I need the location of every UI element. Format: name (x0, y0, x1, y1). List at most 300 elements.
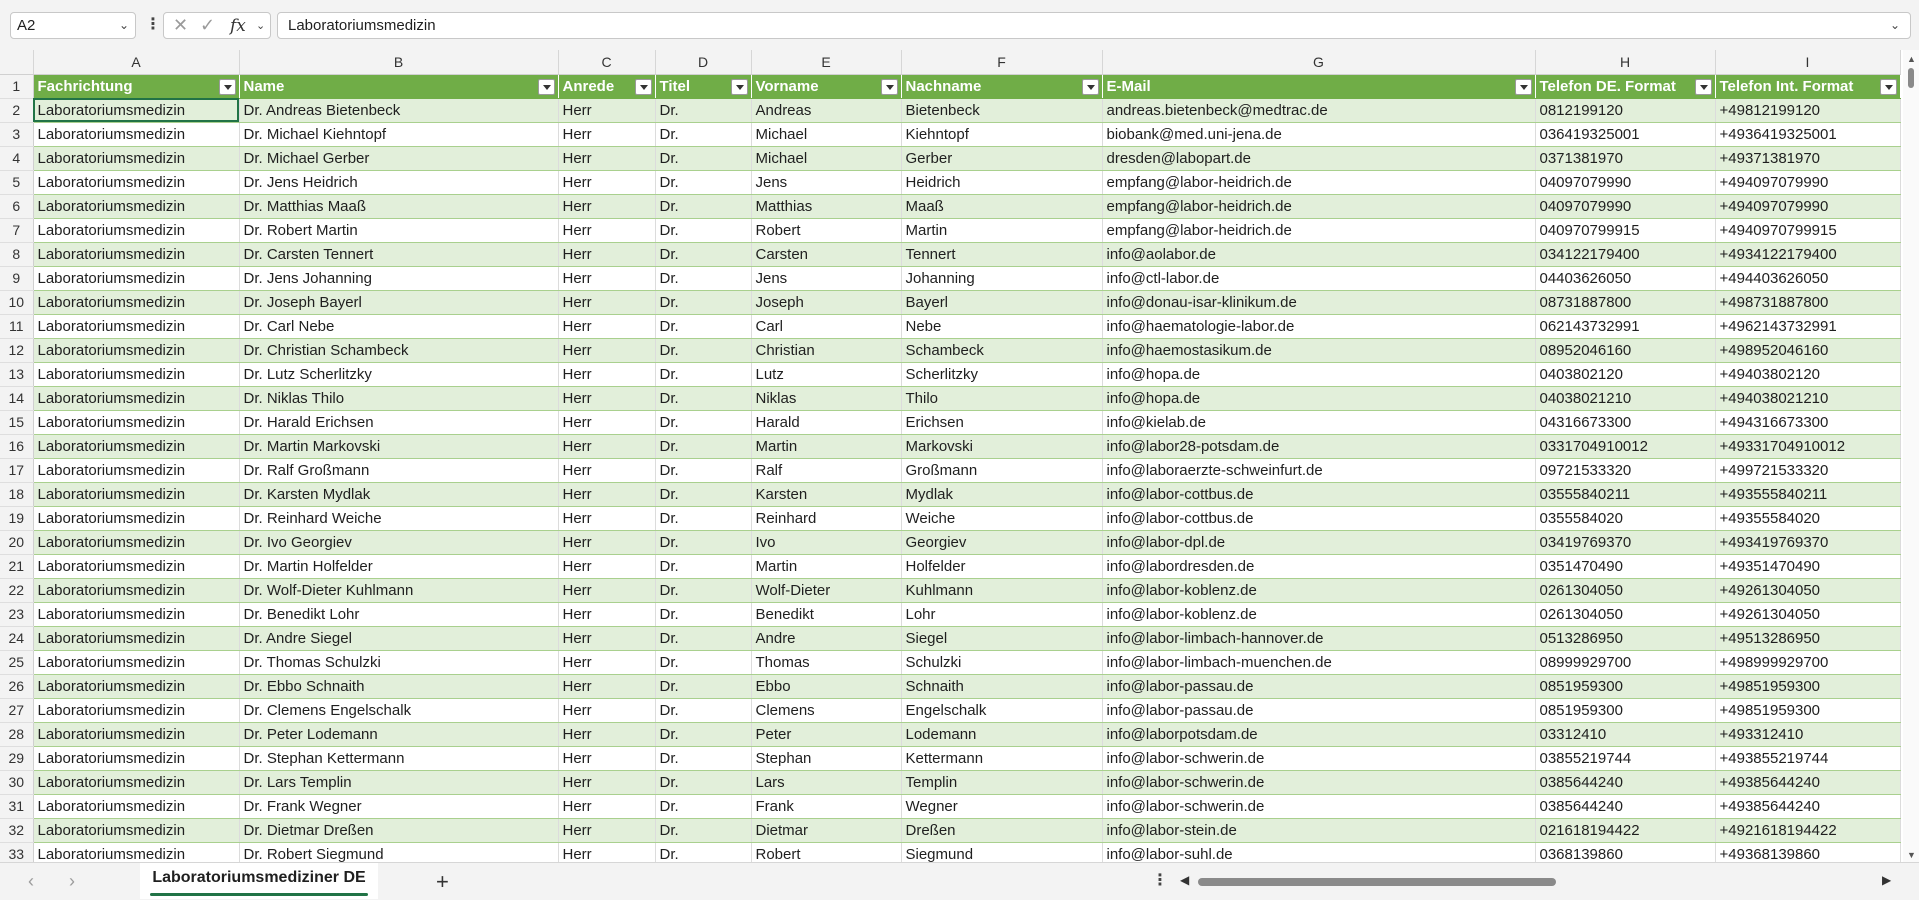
table-cell[interactable]: Laboratoriumsmedizin (33, 650, 239, 674)
table-cell[interactable]: 03312410 (1535, 722, 1715, 746)
table-cell[interactable]: 021618194422 (1535, 818, 1715, 842)
table-cell[interactable]: Herr (558, 338, 655, 362)
table-cell[interactable]: Herr (558, 314, 655, 338)
table-cell[interactable]: 0385644240 (1535, 794, 1715, 818)
table-cell[interactable]: Maaß (901, 194, 1102, 218)
table-cell[interactable]: Dietmar (751, 818, 901, 842)
table-cell[interactable]: Laboratoriumsmedizin (33, 194, 239, 218)
table-cell[interactable]: Laboratoriumsmedizin (33, 98, 239, 122)
table-cell[interactable]: +49851959300 (1715, 698, 1900, 722)
row-number[interactable]: 16 (0, 434, 33, 458)
row-number[interactable]: 21 (0, 554, 33, 578)
table-cell[interactable]: Dr. Carsten Tennert (239, 242, 558, 266)
table-cell[interactable]: Laboratoriumsmedizin (33, 362, 239, 386)
table-cell[interactable]: biobank@med.uni-jena.de (1102, 122, 1535, 146)
filter-dropdown-icon[interactable] (219, 79, 236, 95)
table-cell[interactable]: Erichsen (901, 410, 1102, 434)
scroll-down-icon[interactable]: ▼ (1907, 850, 1916, 860)
table-cell[interactable]: Dr. Stephan Kettermann (239, 746, 558, 770)
table-cell[interactable]: Laboratoriumsmedizin (33, 770, 239, 794)
table-cell[interactable]: +49513286950 (1715, 626, 1900, 650)
table-cell[interactable]: info@labor-dpl.de (1102, 530, 1535, 554)
table-cell[interactable]: Herr (558, 170, 655, 194)
table-cell[interactable]: Dr. Ivo Georgiev (239, 530, 558, 554)
expand-formula-icon[interactable]: ⌄ (1889, 18, 1900, 32)
select-all-corner[interactable] (0, 50, 33, 74)
table-cell[interactable]: Thilo (901, 386, 1102, 410)
table-cell[interactable]: 0403802120 (1535, 362, 1715, 386)
table-cell[interactable]: Dr. (655, 170, 751, 194)
table-cell[interactable]: Wolf-Dieter (751, 578, 901, 602)
table-cell[interactable]: Mydlak (901, 482, 1102, 506)
table-cell[interactable]: Martin (751, 554, 901, 578)
row-number[interactable]: 14 (0, 386, 33, 410)
prev-sheet-icon[interactable]: ‹ (28, 871, 34, 891)
column-header[interactable]: C (558, 50, 655, 74)
table-cell[interactable]: 0331704910012 (1535, 434, 1715, 458)
name-box[interactable] (10, 12, 136, 39)
table-cell[interactable]: info@labor-passau.de (1102, 698, 1535, 722)
more-options-icon[interactable]: ⋮ (1152, 872, 1168, 889)
table-cell[interactable]: 0812199120 (1535, 98, 1715, 122)
table-cell[interactable]: Robert (751, 218, 901, 242)
table-cell[interactable]: Dr. (655, 842, 751, 862)
table-cell[interactable]: Herr (558, 722, 655, 746)
table-header-cell[interactable] (901, 74, 1102, 98)
table-cell[interactable]: 0513286950 (1535, 626, 1715, 650)
table-cell[interactable]: Dr. Wolf-Dieter Kuhlmann (239, 578, 558, 602)
table-cell[interactable]: Nebe (901, 314, 1102, 338)
table-cell[interactable]: Siegmund (901, 842, 1102, 862)
table-cell[interactable]: Laboratoriumsmedizin (33, 698, 239, 722)
insert-function-icon[interactable]: fx (230, 16, 246, 36)
check-icon[interactable]: ✓ (200, 15, 216, 35)
scroll-right-icon[interactable]: ▶ (1882, 873, 1892, 887)
table-cell[interactable]: Holfelder (901, 554, 1102, 578)
table-cell[interactable]: Matthias (751, 194, 901, 218)
row-number[interactable]: 17 (0, 458, 33, 482)
table-cell[interactable]: Herr (558, 506, 655, 530)
table-cell[interactable]: Weiche (901, 506, 1102, 530)
add-sheet-button[interactable]: + (436, 869, 449, 894)
filter-dropdown-icon[interactable] (731, 79, 748, 95)
filter-dropdown-icon[interactable] (881, 79, 898, 95)
table-cell[interactable]: +49851959300 (1715, 674, 1900, 698)
table-cell[interactable]: Dr. (655, 506, 751, 530)
table-cell[interactable]: Herr (558, 698, 655, 722)
row-number[interactable]: 3 (0, 122, 33, 146)
table-cell[interactable]: Robert (751, 842, 901, 862)
table-header-cell[interactable] (558, 74, 655, 98)
row-number[interactable]: 24 (0, 626, 33, 650)
table-cell[interactable]: Dr. (655, 482, 751, 506)
table-cell[interactable]: Dr. (655, 554, 751, 578)
table-cell[interactable]: +4940970799915 (1715, 218, 1900, 242)
table-cell[interactable]: Ivo (751, 530, 901, 554)
table-cell[interactable]: 034122179400 (1535, 242, 1715, 266)
table-cell[interactable]: +49371381970 (1715, 146, 1900, 170)
table-cell[interactable]: Dr. (655, 98, 751, 122)
table-cell[interactable]: Tennert (901, 242, 1102, 266)
table-cell[interactable]: Dr. Karsten Mydlak (239, 482, 558, 506)
table-cell[interactable]: Dr. (655, 218, 751, 242)
table-cell[interactable]: Dr. Andre Siegel (239, 626, 558, 650)
table-cell[interactable]: Herr (558, 194, 655, 218)
table-cell[interactable]: Dr. (655, 746, 751, 770)
table-cell[interactable]: Herr (558, 458, 655, 482)
row-number[interactable]: 20 (0, 530, 33, 554)
row-number[interactable]: 10 (0, 290, 33, 314)
table-cell[interactable]: Schambeck (901, 338, 1102, 362)
table-cell[interactable]: Frank (751, 794, 901, 818)
table-cell[interactable]: Kettermann (901, 746, 1102, 770)
table-cell[interactable]: Dr. (655, 434, 751, 458)
table-cell[interactable]: Laboratoriumsmedizin (33, 626, 239, 650)
table-cell[interactable]: Herr (558, 218, 655, 242)
table-header-cell[interactable] (33, 74, 239, 98)
table-cell[interactable]: Herr (558, 554, 655, 578)
table-cell[interactable]: Georgiev (901, 530, 1102, 554)
table-cell[interactable]: Laboratoriumsmedizin (33, 602, 239, 626)
spreadsheet-grid[interactable] (0, 50, 1919, 862)
table-header-cell[interactable] (1102, 74, 1535, 98)
next-sheet-icon[interactable]: › (69, 871, 75, 891)
table-cell[interactable]: +494038021210 (1715, 386, 1900, 410)
table-cell[interactable]: +498952046160 (1715, 338, 1900, 362)
scroll-left-icon[interactable]: ◀ (1180, 873, 1190, 887)
table-cell[interactable]: Michael (751, 146, 901, 170)
table-cell[interactable]: Laboratoriumsmedizin (33, 746, 239, 770)
table-cell[interactable]: Dr. Matthias Maaß (239, 194, 558, 218)
table-cell[interactable]: Dr. Robert Siegmund (239, 842, 558, 862)
table-cell[interactable]: Dr. Dietmar Dreßen (239, 818, 558, 842)
row-number[interactable]: 7 (0, 218, 33, 242)
row-number[interactable]: 32 (0, 818, 33, 842)
table-cell[interactable]: 0851959300 (1535, 674, 1715, 698)
table-cell[interactable]: Schulzki (901, 650, 1102, 674)
table-cell[interactable]: info@kielab.de (1102, 410, 1535, 434)
table-cell[interactable]: Herr (558, 650, 655, 674)
table-cell[interactable]: Dr. Niklas Thilo (239, 386, 558, 410)
table-cell[interactable]: Herr (558, 410, 655, 434)
table-cell[interactable]: Gerber (901, 146, 1102, 170)
row-number[interactable]: 4 (0, 146, 33, 170)
table-cell[interactable]: Laboratoriumsmedizin (33, 794, 239, 818)
table-cell[interactable]: Dr. (655, 578, 751, 602)
row-number[interactable]: 1 (0, 74, 33, 98)
table-cell[interactable]: Herr (558, 290, 655, 314)
table-cell[interactable]: Dr. (655, 770, 751, 794)
table-cell[interactable]: Dr. Reinhard Weiche (239, 506, 558, 530)
table-cell[interactable]: +498731887800 (1715, 290, 1900, 314)
table-cell[interactable]: Laboratoriumsmedizin (33, 818, 239, 842)
row-number[interactable]: 23 (0, 602, 33, 626)
table-cell[interactable]: 08952046160 (1535, 338, 1715, 362)
table-cell[interactable]: Engelschalk (901, 698, 1102, 722)
table-cell[interactable]: empfang@labor-heidrich.de (1102, 170, 1535, 194)
table-cell[interactable]: +498999929700 (1715, 650, 1900, 674)
table-cell[interactable]: Dr. Lutz Scherlitzky (239, 362, 558, 386)
table-cell[interactable]: +4934122179400 (1715, 242, 1900, 266)
column-header[interactable]: G (1102, 50, 1535, 74)
table-header-cell[interactable] (751, 74, 901, 98)
table-cell[interactable]: Laboratoriumsmedizin (33, 410, 239, 434)
table-cell[interactable]: Dr. (655, 602, 751, 626)
table-cell[interactable]: Laboratoriumsmedizin (33, 434, 239, 458)
column-header[interactable]: E (751, 50, 901, 74)
table-cell[interactable]: Harald (751, 410, 901, 434)
filter-dropdown-icon[interactable] (635, 79, 652, 95)
row-number[interactable]: 25 (0, 650, 33, 674)
table-cell[interactable]: Dr. (655, 410, 751, 434)
table-cell[interactable]: Dr. (655, 314, 751, 338)
table-cell[interactable]: +49368139860 (1715, 842, 1900, 862)
column-header[interactable]: F (901, 50, 1102, 74)
table-cell[interactable]: info@labor-koblenz.de (1102, 602, 1535, 626)
table-cell[interactable]: Laboratoriumsmedizin (33, 242, 239, 266)
row-number[interactable]: 12 (0, 338, 33, 362)
table-cell[interactable]: 0261304050 (1535, 602, 1715, 626)
table-cell[interactable]: Dr. Lars Templin (239, 770, 558, 794)
table-cell[interactable]: 0355584020 (1535, 506, 1715, 530)
table-cell[interactable]: 08731887800 (1535, 290, 1715, 314)
table-cell[interactable]: Dr. (655, 722, 751, 746)
table-cell[interactable]: Dr. (655, 194, 751, 218)
table-cell[interactable]: Dr. Robert Martin (239, 218, 558, 242)
table-cell[interactable]: +4962143732991 (1715, 314, 1900, 338)
table-cell[interactable]: +49385644240 (1715, 794, 1900, 818)
row-number[interactable]: 15 (0, 410, 33, 434)
table-cell[interactable]: Dr. (655, 146, 751, 170)
cell-table[interactable] (0, 50, 1901, 862)
table-cell[interactable]: Dr. Martin Holfelder (239, 554, 558, 578)
vertical-scrollbar[interactable] (1903, 50, 1919, 862)
table-cell[interactable]: 0261304050 (1535, 578, 1715, 602)
table-cell[interactable]: 09721533320 (1535, 458, 1715, 482)
table-cell[interactable]: Andreas (751, 98, 901, 122)
table-cell[interactable]: info@labor-suhl.de (1102, 842, 1535, 862)
table-cell[interactable]: +494097079990 (1715, 194, 1900, 218)
table-cell[interactable]: Dreßen (901, 818, 1102, 842)
table-cell[interactable]: 03555840211 (1535, 482, 1715, 506)
table-cell[interactable]: Markovski (901, 434, 1102, 458)
table-cell[interactable]: Dr. Martin Markovski (239, 434, 558, 458)
table-cell[interactable]: Laboratoriumsmedizin (33, 722, 239, 746)
table-cell[interactable]: Herr (558, 626, 655, 650)
table-cell[interactable]: Herr (558, 146, 655, 170)
table-cell[interactable]: Dr. (655, 530, 751, 554)
table-cell[interactable]: Herr (558, 578, 655, 602)
filter-dropdown-icon[interactable] (1515, 79, 1532, 95)
table-cell[interactable]: Dr. (655, 458, 751, 482)
row-number[interactable]: 22 (0, 578, 33, 602)
table-cell[interactable]: +49261304050 (1715, 578, 1900, 602)
table-cell[interactable]: +493312410 (1715, 722, 1900, 746)
table-cell[interactable]: Herr (558, 434, 655, 458)
table-cell[interactable]: Carl (751, 314, 901, 338)
row-number[interactable]: 30 (0, 770, 33, 794)
table-cell[interactable]: 062143732991 (1535, 314, 1715, 338)
table-cell[interactable]: Laboratoriumsmedizin (33, 530, 239, 554)
table-cell[interactable]: Laboratoriumsmedizin (33, 290, 239, 314)
table-cell[interactable]: Dr. Ebbo Schnaith (239, 674, 558, 698)
table-cell[interactable]: Laboratoriumsmedizin (33, 386, 239, 410)
row-number[interactable]: 9 (0, 266, 33, 290)
table-cell[interactable]: Christian (751, 338, 901, 362)
table-cell[interactable]: Clemens (751, 698, 901, 722)
table-cell[interactable]: Herr (558, 266, 655, 290)
table-cell[interactable]: Dr. Ralf Großmann (239, 458, 558, 482)
column-header[interactable]: B (239, 50, 558, 74)
filter-dropdown-icon[interactable] (1880, 79, 1897, 95)
table-cell[interactable]: Laboratoriumsmedizin (33, 458, 239, 482)
table-cell[interactable]: Dr. Jens Johanning (239, 266, 558, 290)
table-cell[interactable]: Jens (751, 170, 901, 194)
table-cell[interactable]: +49261304050 (1715, 602, 1900, 626)
table-cell[interactable]: Herr (558, 98, 655, 122)
row-number[interactable]: 13 (0, 362, 33, 386)
table-cell[interactable]: Herr (558, 602, 655, 626)
table-cell[interactable]: Dr. Christian Schambeck (239, 338, 558, 362)
row-number[interactable]: 27 (0, 698, 33, 722)
table-cell[interactable]: Templin (901, 770, 1102, 794)
table-cell[interactable]: info@labor-limbach-muenchen.de (1102, 650, 1535, 674)
table-cell[interactable]: Herr (558, 818, 655, 842)
row-number[interactable]: 26 (0, 674, 33, 698)
table-cell[interactable]: 08999929700 (1535, 650, 1715, 674)
table-cell[interactable]: 0368139860 (1535, 842, 1715, 862)
table-cell[interactable]: Herr (558, 530, 655, 554)
table-cell[interactable]: Carsten (751, 242, 901, 266)
table-cell[interactable]: Laboratoriumsmedizin (33, 338, 239, 362)
table-cell[interactable]: Laboratoriumsmedizin (33, 482, 239, 506)
table-cell[interactable]: Dr. (655, 362, 751, 386)
filter-dropdown-icon[interactable] (1695, 79, 1712, 95)
table-cell[interactable]: Andre (751, 626, 901, 650)
table-cell[interactable]: +493555840211 (1715, 482, 1900, 506)
table-cell[interactable]: Joseph (751, 290, 901, 314)
table-cell[interactable]: 036419325001 (1535, 122, 1715, 146)
table-cell[interactable]: info@labor-cottbus.de (1102, 482, 1535, 506)
table-cell[interactable]: Martin (901, 218, 1102, 242)
table-cell[interactable]: Laboratoriumsmedizin (33, 218, 239, 242)
table-cell[interactable]: 0851959300 (1535, 698, 1715, 722)
filter-dropdown-icon[interactable] (538, 79, 555, 95)
row-number[interactable]: 19 (0, 506, 33, 530)
table-cell[interactable]: 0385644240 (1535, 770, 1715, 794)
table-cell[interactable]: info@laboraerzte-schweinfurt.de (1102, 458, 1535, 482)
table-cell[interactable]: Dr. Michael Gerber (239, 146, 558, 170)
table-cell[interactable]: 04403626050 (1535, 266, 1715, 290)
table-cell[interactable]: Herr (558, 794, 655, 818)
table-cell[interactable]: Dr. (655, 122, 751, 146)
table-cell[interactable]: Herr (558, 242, 655, 266)
table-cell[interactable]: +49331704910012 (1715, 434, 1900, 458)
table-cell[interactable]: dresden@labopart.de (1102, 146, 1535, 170)
table-header-cell[interactable] (1535, 74, 1715, 98)
table-cell[interactable]: info@labor-passau.de (1102, 674, 1535, 698)
chevron-down-icon[interactable]: ⌄ (118, 18, 129, 32)
table-cell[interactable]: Dr. (655, 698, 751, 722)
table-cell[interactable]: info@hopa.de (1102, 386, 1535, 410)
table-cell[interactable]: Großmann (901, 458, 1102, 482)
table-cell[interactable]: info@donau-isar-klinikum.de (1102, 290, 1535, 314)
table-cell[interactable]: Herr (558, 482, 655, 506)
table-cell[interactable]: 04038021210 (1535, 386, 1715, 410)
table-cell[interactable]: +494097079990 (1715, 170, 1900, 194)
table-cell[interactable]: +49385644240 (1715, 770, 1900, 794)
row-number[interactable]: 33 (0, 842, 33, 862)
more-options-icon[interactable]: ⋮ (145, 16, 161, 33)
table-cell[interactable]: Laboratoriumsmedizin (33, 122, 239, 146)
table-cell[interactable]: +4936419325001 (1715, 122, 1900, 146)
table-cell[interactable]: 04316673300 (1535, 410, 1715, 434)
table-cell[interactable]: Dr. Carl Nebe (239, 314, 558, 338)
row-number[interactable]: 8 (0, 242, 33, 266)
column-header[interactable]: H (1535, 50, 1715, 74)
table-cell[interactable]: +49351470490 (1715, 554, 1900, 578)
row-number[interactable]: 2 (0, 98, 33, 122)
table-cell[interactable]: Bayerl (901, 290, 1102, 314)
table-cell[interactable]: info@labor-schwerin.de (1102, 770, 1535, 794)
column-header[interactable]: A (33, 50, 239, 74)
table-cell[interactable]: +494316673300 (1715, 410, 1900, 434)
table-cell[interactable]: Siegel (901, 626, 1102, 650)
table-cell[interactable]: Laboratoriumsmedizin (33, 314, 239, 338)
table-cell[interactable]: Michael (751, 122, 901, 146)
table-cell[interactable]: info@aolabor.de (1102, 242, 1535, 266)
table-cell[interactable]: Bietenbeck (901, 98, 1102, 122)
table-cell[interactable]: +4921618194422 (1715, 818, 1900, 842)
table-cell[interactable]: 03419769370 (1535, 530, 1715, 554)
table-cell[interactable]: info@haemostasikum.de (1102, 338, 1535, 362)
table-cell[interactable]: Laboratoriumsmedizin (33, 554, 239, 578)
table-cell[interactable]: Lodemann (901, 722, 1102, 746)
table-cell[interactable]: Dr. (655, 242, 751, 266)
table-cell[interactable]: 0371381970 (1535, 146, 1715, 170)
table-cell[interactable]: +49403802120 (1715, 362, 1900, 386)
table-cell[interactable]: Herr (558, 362, 655, 386)
table-cell[interactable]: Dr. Clemens Engelschalk (239, 698, 558, 722)
table-cell[interactable]: +494403626050 (1715, 266, 1900, 290)
table-cell[interactable]: +493855219744 (1715, 746, 1900, 770)
formula-input[interactable] (277, 12, 1911, 39)
table-cell[interactable]: Laboratoriumsmedizin (33, 170, 239, 194)
row-number[interactable]: 29 (0, 746, 33, 770)
table-cell[interactable]: Ralf (751, 458, 901, 482)
table-cell[interactable]: 04097079990 (1535, 194, 1715, 218)
table-cell[interactable]: Johanning (901, 266, 1102, 290)
table-cell[interactable]: Dr. (655, 386, 751, 410)
table-cell[interactable]: Schnaith (901, 674, 1102, 698)
column-header[interactable]: I (1715, 50, 1900, 74)
table-cell[interactable]: +493419769370 (1715, 530, 1900, 554)
table-cell[interactable]: Wegner (901, 794, 1102, 818)
table-cell[interactable]: Laboratoriumsmedizin (33, 674, 239, 698)
table-cell[interactable]: Dr. Harald Erichsen (239, 410, 558, 434)
table-cell[interactable]: Herr (558, 674, 655, 698)
table-cell[interactable]: Benedikt (751, 602, 901, 626)
table-cell[interactable]: Dr. Frank Wegner (239, 794, 558, 818)
table-cell[interactable]: 0351470490 (1535, 554, 1715, 578)
table-cell[interactable]: info@labor-koblenz.de (1102, 578, 1535, 602)
table-cell[interactable]: info@labor-limbach-hannover.de (1102, 626, 1535, 650)
table-cell[interactable]: Stephan (751, 746, 901, 770)
table-cell[interactable]: info@labordresden.de (1102, 554, 1535, 578)
table-cell[interactable]: info@laborpotsdam.de (1102, 722, 1535, 746)
table-cell[interactable]: empfang@labor-heidrich.de (1102, 218, 1535, 242)
table-cell[interactable]: Dr. Andreas Bietenbeck (239, 98, 558, 122)
